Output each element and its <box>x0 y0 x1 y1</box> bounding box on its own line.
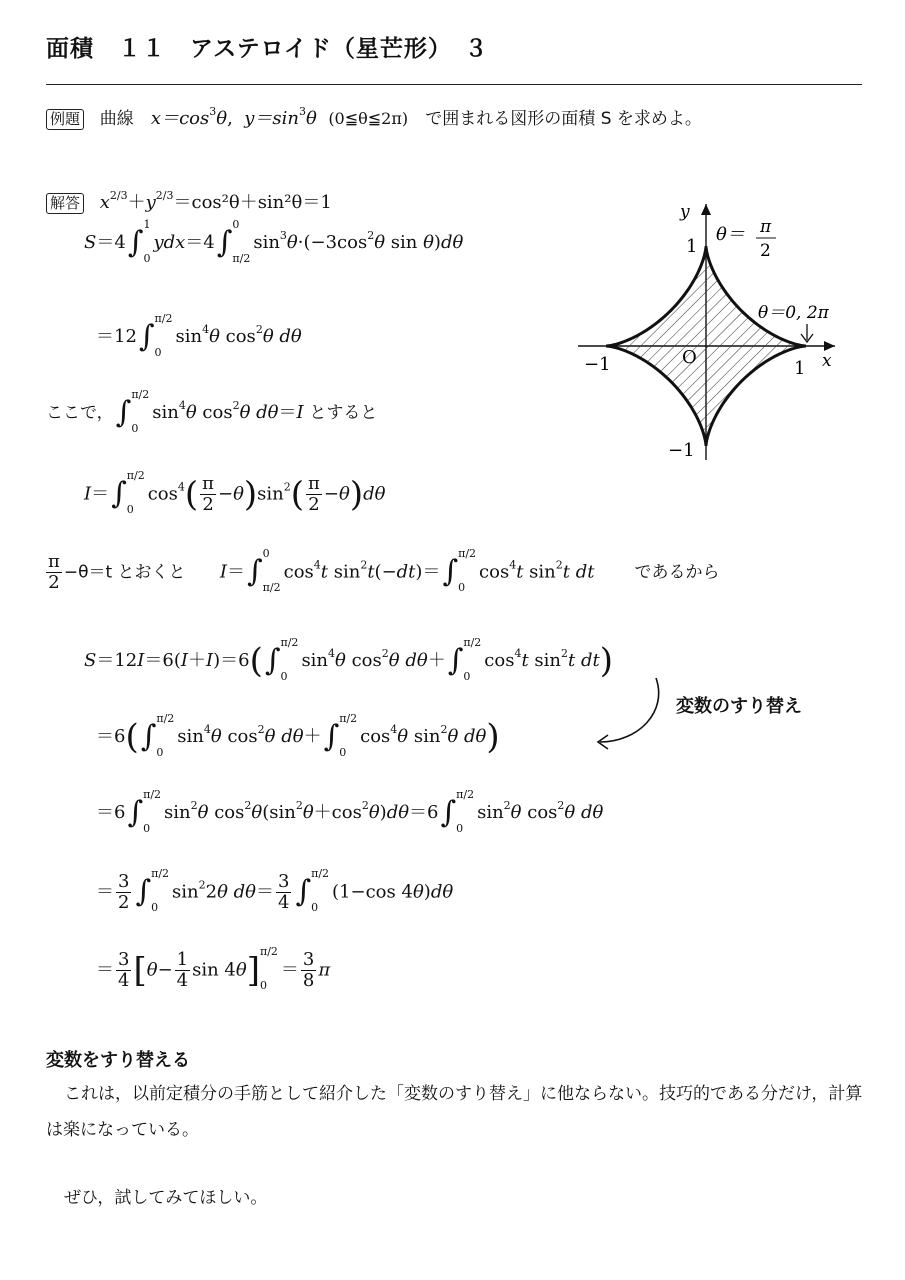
answer-line-5: I＝∫ π/2 0 $\cos^4$( $\frac{\pi}{2}$ $-\theta)\sin^2$( $\frac{\pi}{2}$ −θ)dθ <box>84 469 386 517</box>
title-rule <box>46 84 862 85</box>
y-axis-label: y <box>680 202 690 222</box>
swap-label: 変数のすり替え <box>676 696 802 717</box>
y-equation: y＝sin <box>244 108 300 129</box>
answer-line-1: 解答 $x^{2/3}+y^{2/3}=\cos^2\theta+\sin^2\theta=1$ <box>46 188 332 214</box>
section-paragraph-1: これは，以前定積分の手筋として紹介した「変数のすり替え」に他ならない。技巧的である分だけ，計算は楽になっている。 <box>46 1084 863 1140</box>
theta-right-label: θ＝0, 2π <box>758 303 829 323</box>
identity-eq: ＝cos²θ＋sin²θ＝1 <box>173 192 332 213</box>
answer-line-3: ＝12∫ π/2 0 $\sin^4\theta$ $\cos^2\theta$ dθ <box>96 311 302 359</box>
section-heading: 変数をすり替える <box>46 1050 190 1071</box>
tick-label-x-1: 1 <box>794 358 806 379</box>
swap-arrow <box>590 672 670 752</box>
tick-label-y-1: 1 <box>686 236 698 257</box>
answer-line-6: $\frac{\pi}{2}$ −θ＝t とおくと I＝∫ 0 π/2 $\cos^4t$ $\sin^2t(-dt)=\int$ π/2 0 $\cos^4t$ $\sin^2t$ dt であるから <box>48 547 720 595</box>
answer-line-10: ＝ $\frac{3}{2}$ ∫ π/2 0 $\sin^22\theta$ dθ＝ $\frac{3}{4}$ ∫ π/2 0 (1−cos 4θ)dθ <box>96 867 454 915</box>
theta-top-2: 2 <box>760 241 771 261</box>
example-tag: 例題 <box>46 109 84 130</box>
answer-line-2: S＝4∫ 1 0 ydx＝4∫ 0 π/2 $\sin^3\theta\cdot(-3\cos^2\theta$ sin θ)dθ <box>84 217 464 265</box>
section-paragraph-2: ぜひ，試してみてほしい。 <box>64 1188 268 1208</box>
theta-range: (0≦θ≦2π) <box>328 109 409 128</box>
tick-label-x-neg1: −1 <box>584 354 611 375</box>
answer-line-11: ＝ $\frac{3}{4}$ [θ− $\frac{1}{4}$ sin 4θ] π/2 0 ＝ $\frac{3}{8}$ π <box>96 945 331 993</box>
problem-statement: 例題 曲線 $x=\cos^3\theta$, $y=\sin^3\theta$ (0≦θ≦2π) で囲まれる図形の面積 S を求めよ。 <box>46 104 702 130</box>
answer-line-4: ここで，∫ π/2 0 $\sin^4\theta$ $\cos^2\theta$ dθ＝I とすると <box>46 387 378 435</box>
problem-suffix: で囲まれる図形の面積 S を求めよ。 <box>425 109 702 129</box>
answer-line-7: S＝12I＝6(I＋I)＝6(∫ π/2 0 $\sin^4\theta$ $\cos^2\theta$ dθ＋∫ π/2 0 $\cos^4t$ $\sin^2t$ dt) <box>84 635 613 683</box>
page-title: 面積 １１ アステロイド（星芒形） ３ <box>46 36 489 62</box>
x-axis-label: x <box>822 351 832 371</box>
astroid-figure <box>570 190 870 470</box>
problem-prefix: 曲線 <box>99 109 134 129</box>
answer-tag: 解答 <box>46 193 84 214</box>
origin-label: O <box>682 347 697 368</box>
result-pi: π <box>318 959 331 981</box>
answer-line-9: ＝6∫ π/2 0 $\sin^2\theta$ $\cos^2\theta(\sin^2\theta+\cos^2\theta)d\theta=6\int$ π/2 0 $\sin^2\theta$ $\cos^2\theta$ dθ <box>96 787 604 835</box>
x-equation: x＝cos <box>150 108 210 129</box>
answer-line-8: ＝6(∫ π/2 0 $\sin^4\theta$ $\cos^2\theta$ dθ＋∫ π/2 0 $\cos^4\theta$ $\sin^2\theta$ dθ) <box>96 711 500 759</box>
theta-top-pi: π <box>760 217 772 237</box>
tick-label-y-neg1: −1 <box>668 440 695 461</box>
theta-top-label: θ＝ <box>716 224 745 245</box>
astroid-curve <box>606 246 806 446</box>
